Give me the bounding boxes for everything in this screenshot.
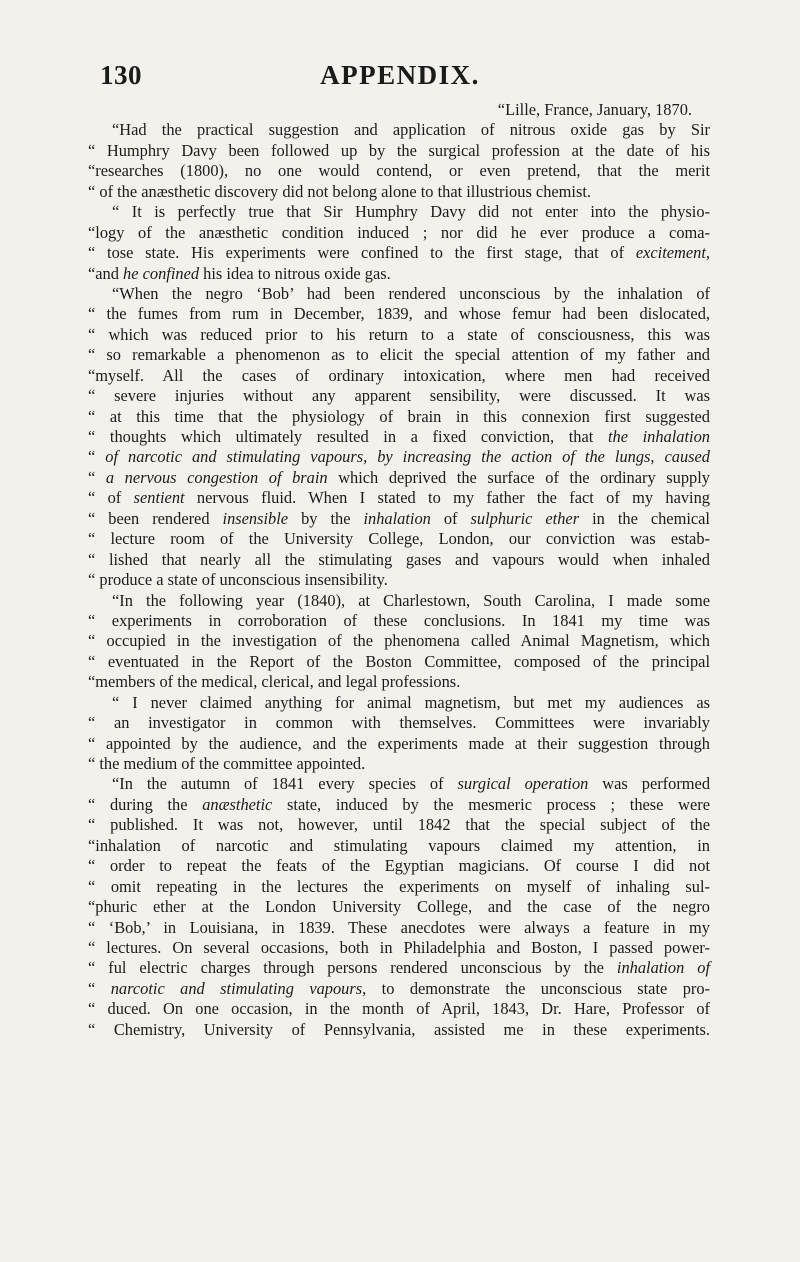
- page-header: [0, 60, 800, 100]
- text-line: “ ful electric charges through persons rendered unconscious by the inhalation of: [88, 958, 711, 978]
- text-line: “myself. All the cases of ordinary intoxication, where men had received: [88, 365, 710, 385]
- text-line: “ I never claimed anything for animal magnetism, but met my audiences as: [112, 692, 710, 712]
- text-line: “ lecture room of the University College, London, our conviction was estab-: [88, 529, 710, 549]
- text-line: “ severe injuries without any apparent sensibility, were discussed. It was: [88, 386, 710, 406]
- text-line: “ an investigator in common with themselves. Committees were invariably: [88, 713, 710, 733]
- text-line: “ order to repeat the feats of the Egyptian magicians. Of course I did not: [88, 856, 710, 876]
- text-line: “ thoughts which ultimately resulted in a fixed conviction, that the inhalation: [88, 427, 710, 446]
- text-line: “inhalation of narcotic and stimulating vapours claimed my attention, in: [88, 835, 710, 855]
- text-line: “ of sentient nervous fluid. When I stated to my father the fact of my having: [88, 488, 711, 508]
- text-line: “ appointed by the audience, and the experiments made at their suggestion through: [88, 733, 710, 753]
- text-line: “ eventuated in the Report of the Boston Committee, composed of the principal: [88, 651, 710, 671]
- text-line: “ Chemistry, University of Pennsylvania, assisted me in these experiments.: [88, 1019, 710, 1039]
- text-line: “ of narcotic and stimulating vapours, by increasing the action of the lungs, caused: [88, 447, 711, 467]
- text-line: “ during the anæsthetic state, induced by the mesmeric process ; these were: [88, 794, 710, 814]
- page-number: 130: [100, 60, 142, 90]
- text-line: “ omit repeating in the lectures the experiments on myself of inhaling sul-: [88, 876, 710, 896]
- text-line: “ experiments in corroboration of these conclusions. In 1841 my time was: [88, 610, 710, 630]
- text-line: “ which was reduced prior to his return to a state of consciousness, this was: [88, 324, 710, 344]
- dateline: “Lille, France, January, 1870.: [497, 100, 692, 119]
- text-line: “ been rendered insensible by the inhalation of sulphuric ether in the chemical: [88, 508, 710, 528]
- text-line: “phuric ether at the London University College, and the case of the negro: [88, 897, 710, 917]
- text-line: “ so remarkable a phenomenon as to elicit the special attention of my father and: [88, 345, 710, 365]
- text-line: “ the fumes from rum in December, 1839, and whose femur had been dislocated,: [88, 304, 710, 324]
- text-line: “ produce a state of unconscious insensibility.: [88, 570, 388, 590]
- text-line: “ of the anæsthetic discovery did not belong alone to that illustrious chemist.: [88, 181, 592, 201]
- text-line: “researches (1800), no one would contend, or even pretend, that the merit: [88, 161, 710, 181]
- text-line: “ lished that nearly all the stimulating gases and vapours would when inhaled: [88, 549, 710, 569]
- letter-text: [88, 100, 710, 1040]
- text-line: “members of the medical, clerical, and legal professions.: [88, 672, 461, 692]
- text-line: “In the following year (1840), at Charlestown, South Carolina, I made some: [112, 590, 710, 610]
- text-line: “and he confined his idea to nitrous oxide gas.: [88, 263, 391, 283]
- text-line: “ tose state. His experiments were confined to the first stage, that of excitement,: [88, 243, 710, 263]
- text-line: “ duced. On one occasion, in the month of April, 1843, Dr. Hare, Professor of: [88, 999, 710, 1019]
- text-line: “ ‘Bob,’ in Louisiana, in 1839. These anecdotes were always a feature in my: [88, 917, 710, 937]
- text-line: “ occupied in the investigation of the phenomena called Animal Magnetism, which: [88, 631, 710, 651]
- text-line: “ Humphry Davy been followed up by the surgical profession at the date of his: [88, 140, 710, 160]
- text-line: “ the medium of the committee appointed.: [88, 754, 366, 773]
- text-line: “ published. It was not, however, until 1842 that the special subject of the: [88, 815, 710, 835]
- text-line: “logy of the anæsthetic condition induced ; nor did he ever produce a coma-: [88, 222, 710, 242]
- text-line: “When the negro ‘Bob’ had been rendered unconscious by the inhalation of: [112, 283, 710, 303]
- text-line: “ at this time that the physiology of brain in this connexion first suggested: [88, 406, 710, 426]
- text-line: “ narcotic and stimulating vapours, to demonstrate the unconscious state pro-: [88, 978, 710, 998]
- text-line: “ It is perfectly true that Sir Humphry Davy did not enter into the physio-: [112, 202, 710, 222]
- text-line: “In the autumn of 1841 every species of surgical operation was performed: [112, 774, 711, 794]
- running-head: APPENDIX.: [320, 60, 480, 90]
- text-line: “Had the practical suggestion and application of nitrous oxide gas by Sir: [112, 120, 710, 140]
- text-line: “ lectures. On several occasions, both in Philadelphia and Boston, I passed power-: [88, 937, 710, 957]
- text-line: “ a nervous congestion of brain which deprived the surface of the ordinary supply: [88, 467, 710, 487]
